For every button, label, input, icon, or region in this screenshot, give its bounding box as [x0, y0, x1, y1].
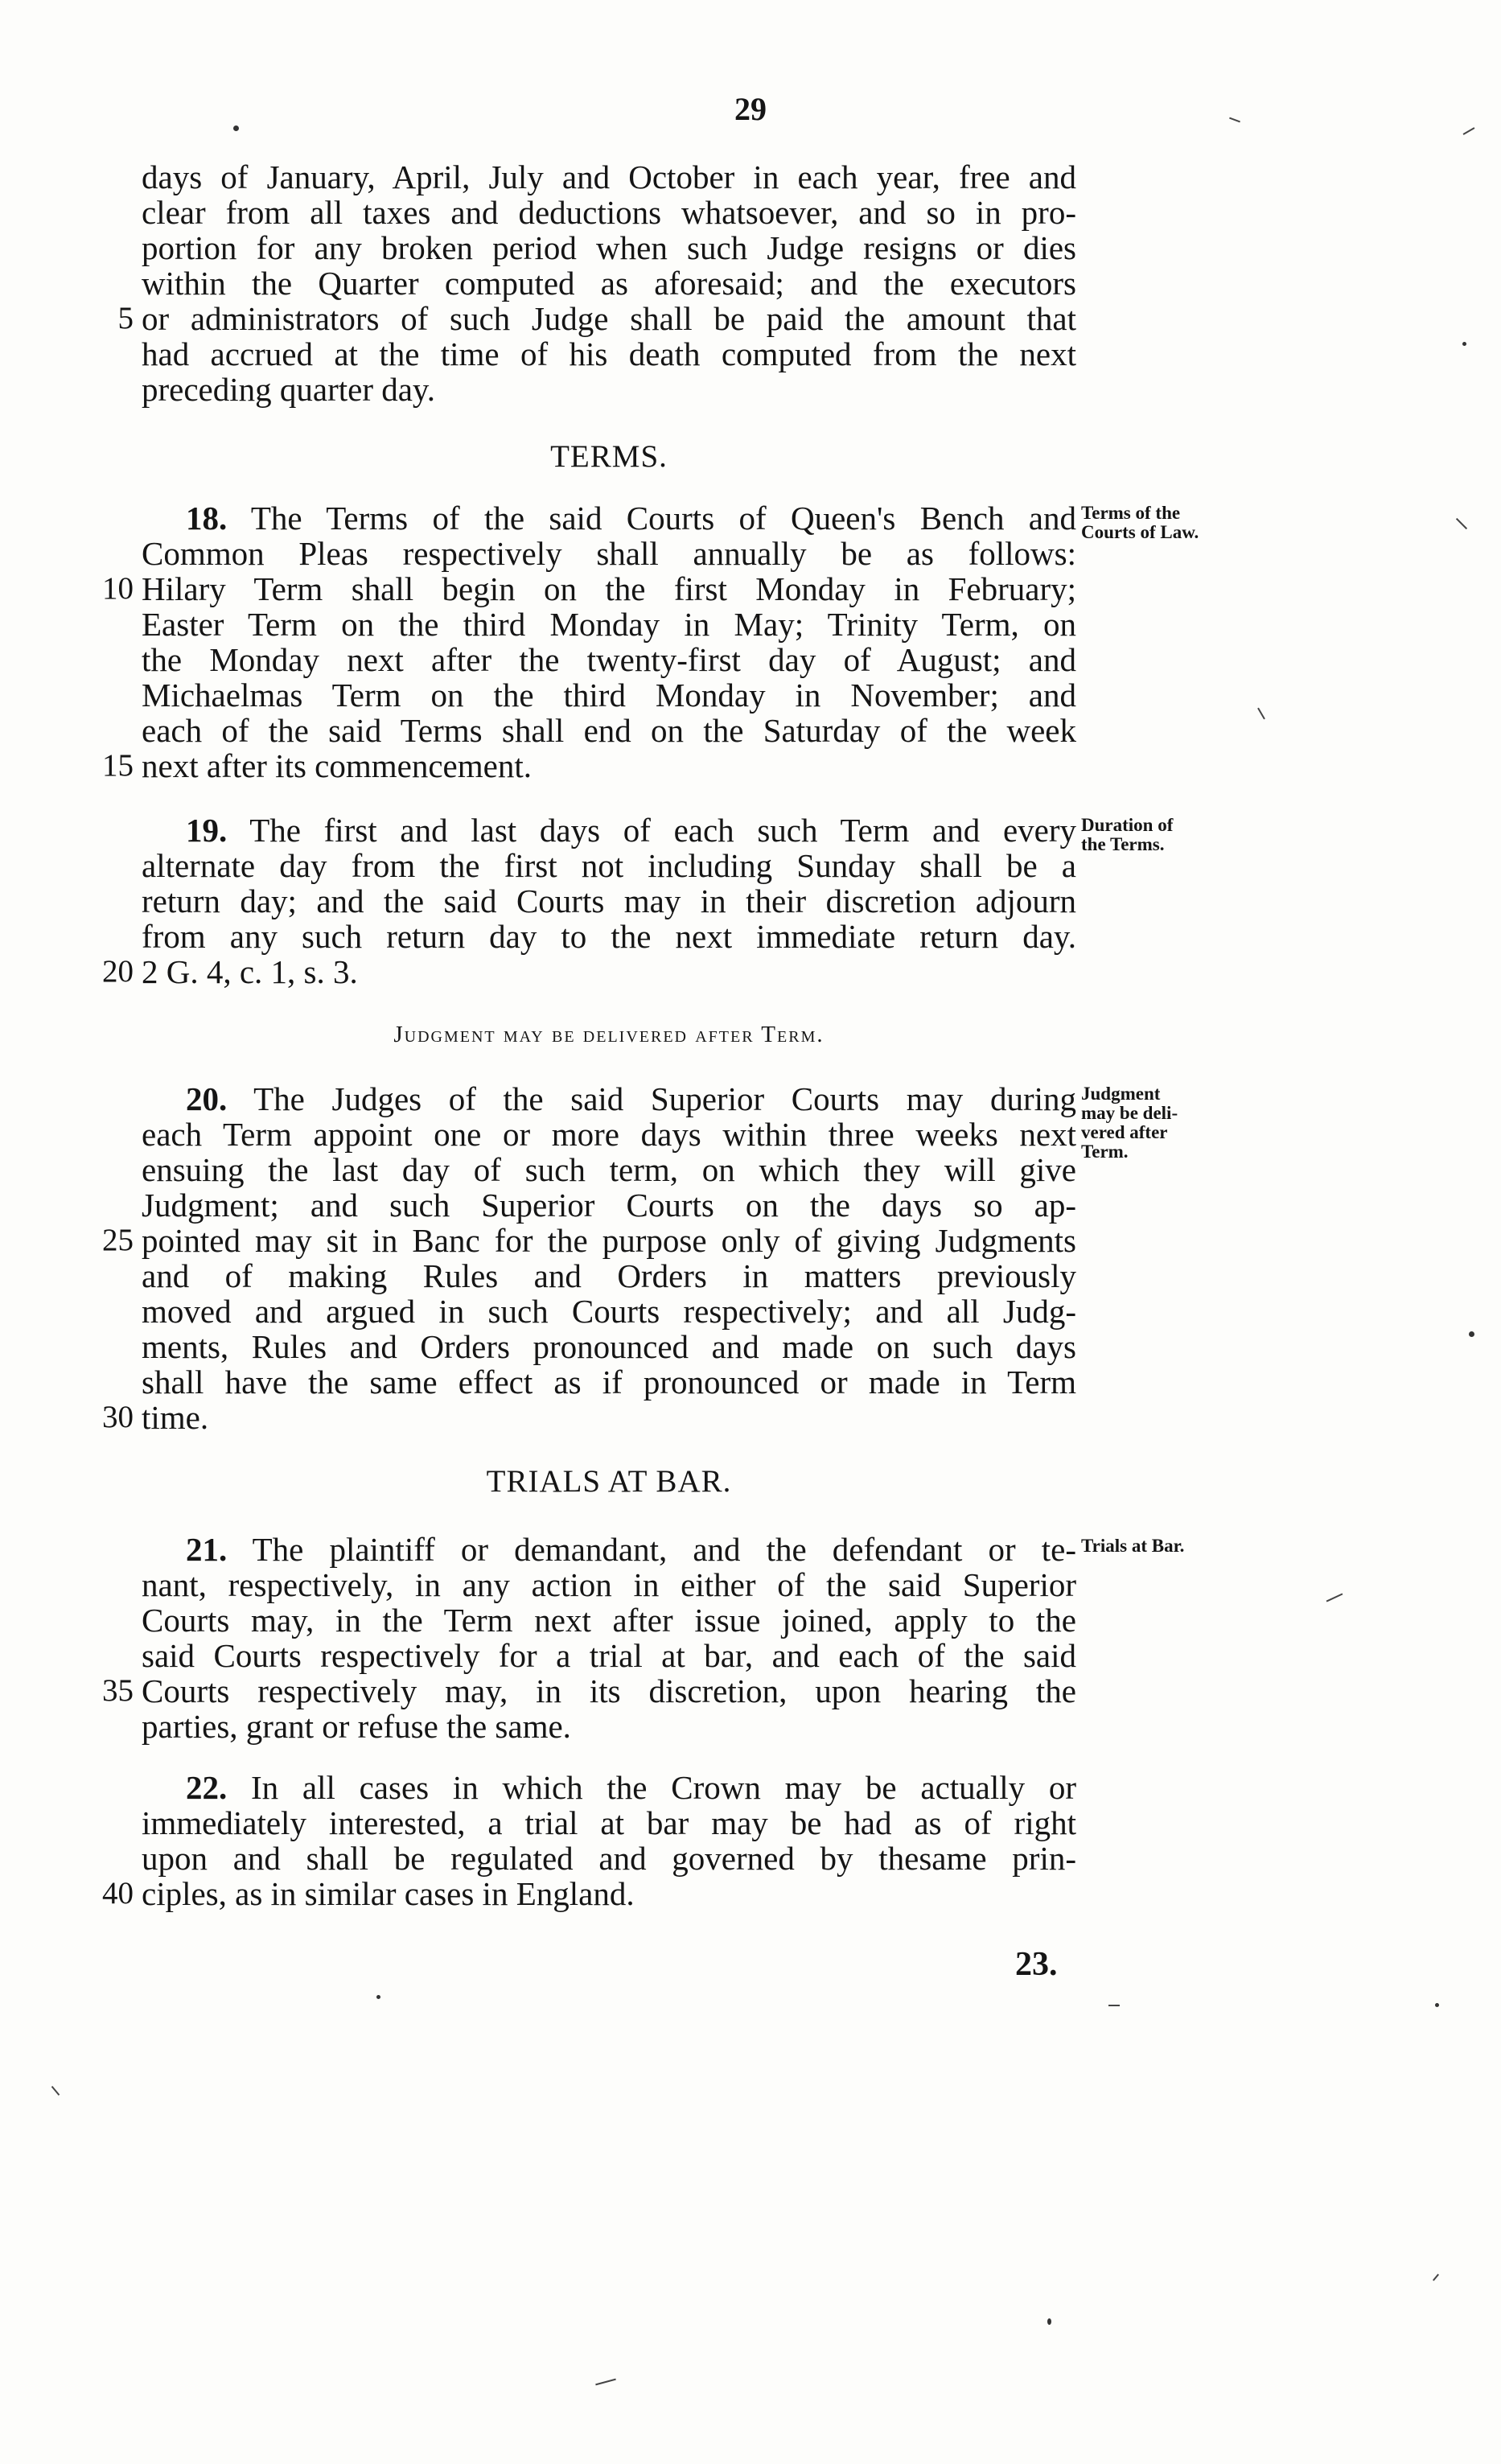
text-line: days of January, April, July and October in each year, free and — [142, 158, 1076, 195]
scan-mark — [1257, 708, 1265, 720]
text-line: preceding quarter day. — [142, 371, 436, 408]
page-number: 29 — [734, 91, 767, 127]
catchword: 23. — [1015, 1946, 1058, 1983]
text-line: had accrued at the time of his death computed from the next — [142, 335, 1076, 372]
heading-judgment-after-term: Judgment may be delivered after Term. — [393, 1022, 825, 1047]
text-line: Common Pleas respectively shall annually be as follows: — [142, 535, 1076, 572]
text-line: return day; and the said Courts may in their discretion adjourn — [142, 882, 1076, 919]
line-number: 20 — [102, 954, 134, 989]
text-line: or administrators of such Judge shall be paid the amount that — [142, 300, 1076, 337]
text-line-with-section-number — [142, 1532, 1076, 1567]
margin-note-trials-at-bar: Trials at Bar. — [1081, 1536, 1185, 1556]
text-line: within the Quarter computed as aforesaid; and the executors — [142, 265, 1076, 302]
text-line: time. — [142, 1399, 209, 1436]
text-line: from any such return day to the next immediate return day. — [142, 918, 1076, 955]
section-number: 21. — [186, 1531, 228, 1568]
heading-trials-at-bar: TRIALS AT BAR. — [486, 1464, 732, 1499]
text-line: upon and shall be regulated and governed by thesame prin- — [142, 1840, 1076, 1877]
scan-speck — [1047, 2318, 1051, 2325]
scan-speck — [376, 1995, 380, 1999]
scan-speck — [1435, 2003, 1439, 2007]
text-line: ciples, as in similar cases in England. — [142, 1875, 635, 1912]
line-number: 40 — [102, 1876, 134, 1911]
text-line-with-section-number — [142, 500, 1076, 536]
scan-speck — [233, 125, 239, 131]
text-line: and of making Rules and Orders in matters previously — [142, 1257, 1076, 1294]
text-line: said Courts respectively for a trial at bar, and each of the said — [142, 1637, 1076, 1674]
text-line: immediately interested, a trial at bar may be had as of right — [142, 1804, 1076, 1841]
text-line: nant, respectively, in any action in either of the said Superior — [142, 1566, 1076, 1603]
scan-mark — [51, 2086, 60, 2096]
text-line-with-section-number — [142, 1770, 1076, 1805]
text-line-with-section-number — [142, 812, 1076, 848]
margin-note-duration-of-terms: Duration of the Terms. — [1081, 815, 1174, 854]
scan-mark — [1456, 518, 1467, 529]
text-line: Easter Term on the third Monday in May; Trinity Term, on — [142, 606, 1076, 643]
text-line: Judgment; and such Superior Courts on the days so ap- — [142, 1187, 1076, 1224]
text-line: Hilary Term shall begin on the first Monday in February; — [142, 570, 1076, 607]
text-line-with-section-number — [142, 1081, 1076, 1117]
text-line: Michaelmas Term on the third Monday in November; and — [142, 677, 1076, 714]
scan-mark — [1433, 2274, 1439, 2281]
scan-mark — [1326, 1593, 1343, 1602]
text-line: pointed may sit in Banc for the purpose only of giving Judgments — [142, 1222, 1076, 1259]
line-number: 25 — [102, 1223, 134, 1257]
heading-terms: TERMS. — [550, 439, 668, 474]
scan-speck — [1462, 342, 1466, 346]
text-line: each of the said Terms shall end on the Saturday of the week — [142, 712, 1076, 749]
text-line: parties, grant or refuse the same. — [142, 1708, 571, 1745]
scan-speck — [1469, 1331, 1474, 1337]
line-number: 10 — [102, 571, 134, 606]
text-line: next after its commencement. — [142, 747, 532, 784]
section-number: 19. — [186, 812, 228, 849]
section-number: 18. — [186, 500, 228, 537]
section-number: 20. — [186, 1080, 228, 1117]
scan-mark — [1108, 2005, 1120, 2006]
line-number: 15 — [102, 748, 134, 783]
text-line: The Judges of the said Superior Courts may during — [253, 1080, 1076, 1117]
text-line: In all cases in which the Crown may be actually or — [251, 1769, 1077, 1806]
text-line: 2 G. 4, c. 1, s. 3. — [142, 953, 358, 990]
margin-note-terms-of-courts: Terms of the Courts of Law. — [1081, 503, 1199, 542]
text-line: clear from all taxes and deductions whatsoever, and so in pro- — [142, 194, 1076, 231]
text-line: alternate day from the first not including Sunday shall be a — [142, 847, 1076, 884]
text-line: Courts respectively may, in its discretion, upon hearing the — [142, 1672, 1076, 1709]
margin-note-judgment-delivered: Judgment may be deli- vered after Term. — [1081, 1084, 1178, 1162]
text-line: moved and argued in such Courts respectively; and all Judg- — [142, 1293, 1076, 1330]
text-line: the Monday next after the twenty-first day of August; and — [142, 641, 1076, 678]
line-number: 35 — [102, 1673, 134, 1708]
line-number: 5 — [117, 301, 134, 335]
text-line: ments, Rules and Orders pronounced and made on such days — [142, 1328, 1076, 1365]
text-line: shall have the same effect as if pronounced or made in Term — [142, 1364, 1076, 1401]
section-number: 22. — [186, 1769, 228, 1806]
scan-mark — [595, 2379, 616, 2386]
line-number: 30 — [102, 1400, 134, 1434]
text-line: each Term appoint one or more days within three weeks next — [142, 1116, 1076, 1153]
text-line: The first and last days of each such Term and every — [249, 812, 1076, 849]
text-line: portion for any broken period when such Judge resigns or dies — [142, 229, 1076, 266]
scan-mark — [1463, 127, 1475, 135]
text-line: The plaintiff or demandant, and the defendant or te- — [252, 1531, 1077, 1568]
text-line: Courts may, in the Term next after issue joined, apply to the — [142, 1602, 1076, 1639]
text-line: ensuing the last day of such term, on which they will give — [142, 1151, 1076, 1188]
text-line: The Terms of the said Courts of Queen's Bench and — [250, 500, 1076, 537]
